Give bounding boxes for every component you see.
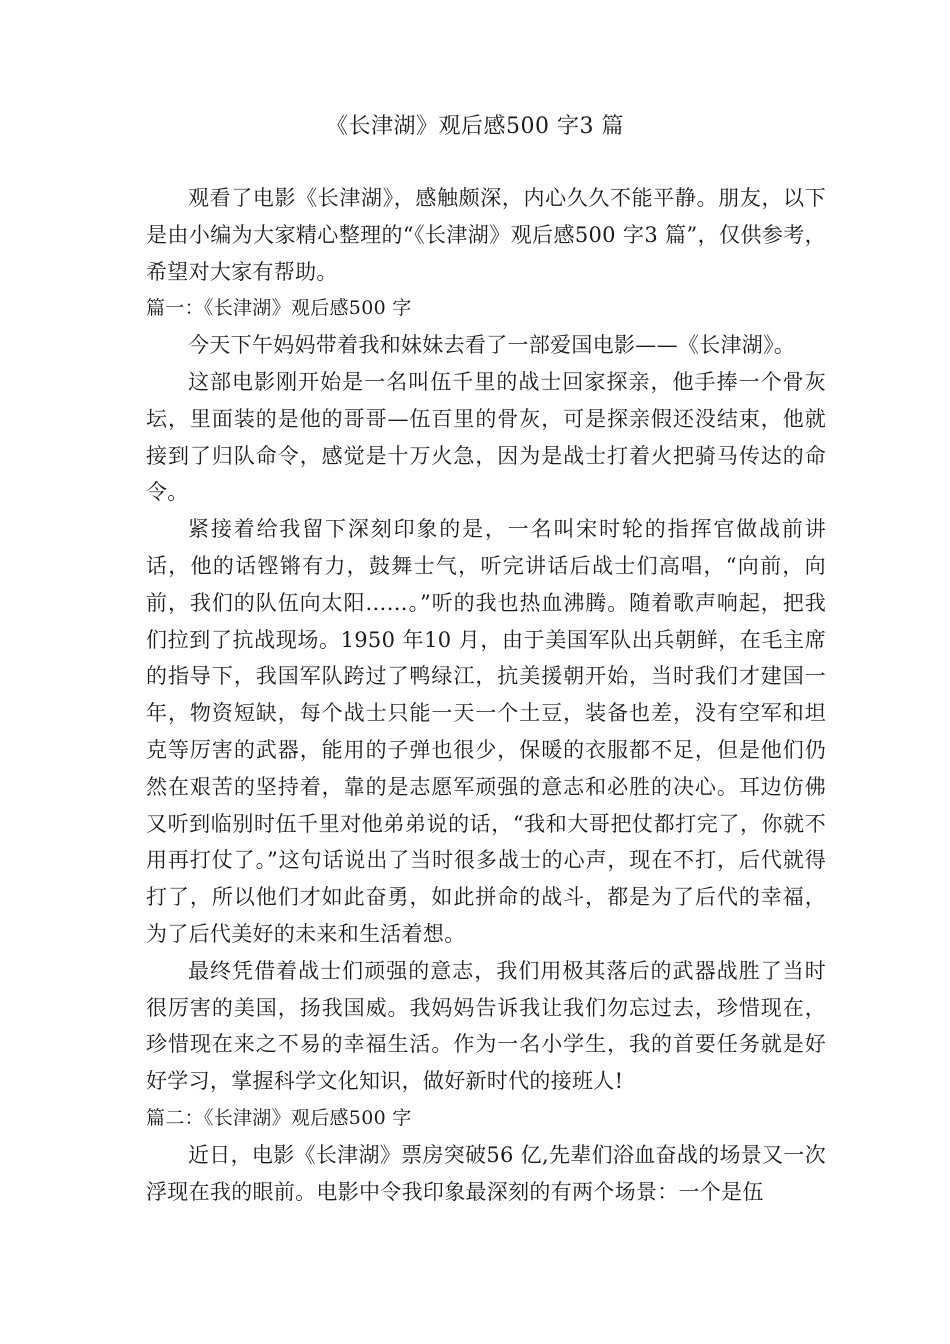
- document-title: 《长津湖》观后感500 字3 篇: [326, 114, 624, 139]
- document-body: [146, 180, 826, 1210]
- section-1-paragraph-4: 最终凭借着战士们顽强的意志，我们用极其落后的武器战胜了当时很厉害的美国，扬我国威。我妈妈告诉我让我们勿忘过去，珍惜现在，珍惜现在来之不易的幸福生活。作为一名小学生，我的首要任务就是好好学习，掌握科学文化知识，做好新时代的接班人!: [146, 958, 826, 1094]
- section-2-paragraph-1: 近日，电影《长津湖》票房突破56 亿,先辈们浴血奋战的场景又一次浮现在我的眼前。电影中令我印象最深刻的有两个场景：一个是伍: [146, 1142, 826, 1204]
- section-2-heading: 篇二：《长津湖》观后感500 字: [146, 1106, 412, 1129]
- section-1-heading: 篇一：《长津湖》观后感500 字: [146, 297, 412, 320]
- section-1-paragraph-3: 紧接着给我留下深刻印象的是，一名叫宋时轮的指挥官做战前讲话，他的话铿锵有力，鼓舞士气，听完讲话后战士们高唱，“向前，向前，我们的队伍向太阳……。”听的我也热血沸腾。随着歌声响起，把我们拉到了抗战现场。1950 年10 月，由于美国军队出兵朝鲜，在毛主席的指导下，我国军队跨过了鸭绿江，抗美援朝开始，当时我们才建国一年，物资短缺，每个战士只能一天一个土豆，装备也差，没有空军和坦克等厉害的武器，能用的子弹也很少，保暖的衣服都不足，但是他们仍然在艰苦的坚持着，靠的是志愿军顽强的意志和必胜的决心。耳边仿佛又听到临别时伍千里对他弟弟说的话，“我和大哥把仗都打完了，你就不用再打仗了。”这句话说出了当时很多战士的心声，现在不打，后代就得打了，所以他们才如此奋勇，如此拼命的战斗，都是为了后代的幸福，为了后代美好的未来和生活着想。: [146, 517, 826, 946]
- intro-paragraph: 观看了电影《长津湖》，感触颇深，内心久久不能平静。朋友，以下是由小编为大家精心整理的“《长津湖》观后感500 字3 篇”，仅供参考，希望对大家有帮助。: [146, 186, 826, 284]
- section-1-paragraph-2: 这部电影刚开始是一名叫伍千里的战士回家探亲，他手捧一个骨灰坛，里面装的是他的哥哥—伍百里的骨灰，可是探亲假还没结束，他就接到了归队命令，感觉是十万火急，因为是战士打着火把骑马传达的命令。: [146, 369, 826, 505]
- section-1-paragraph-1: 今天下午妈妈带着我和妹妹去看了一部爱国电影——《长津湖》。: [188, 333, 796, 358]
